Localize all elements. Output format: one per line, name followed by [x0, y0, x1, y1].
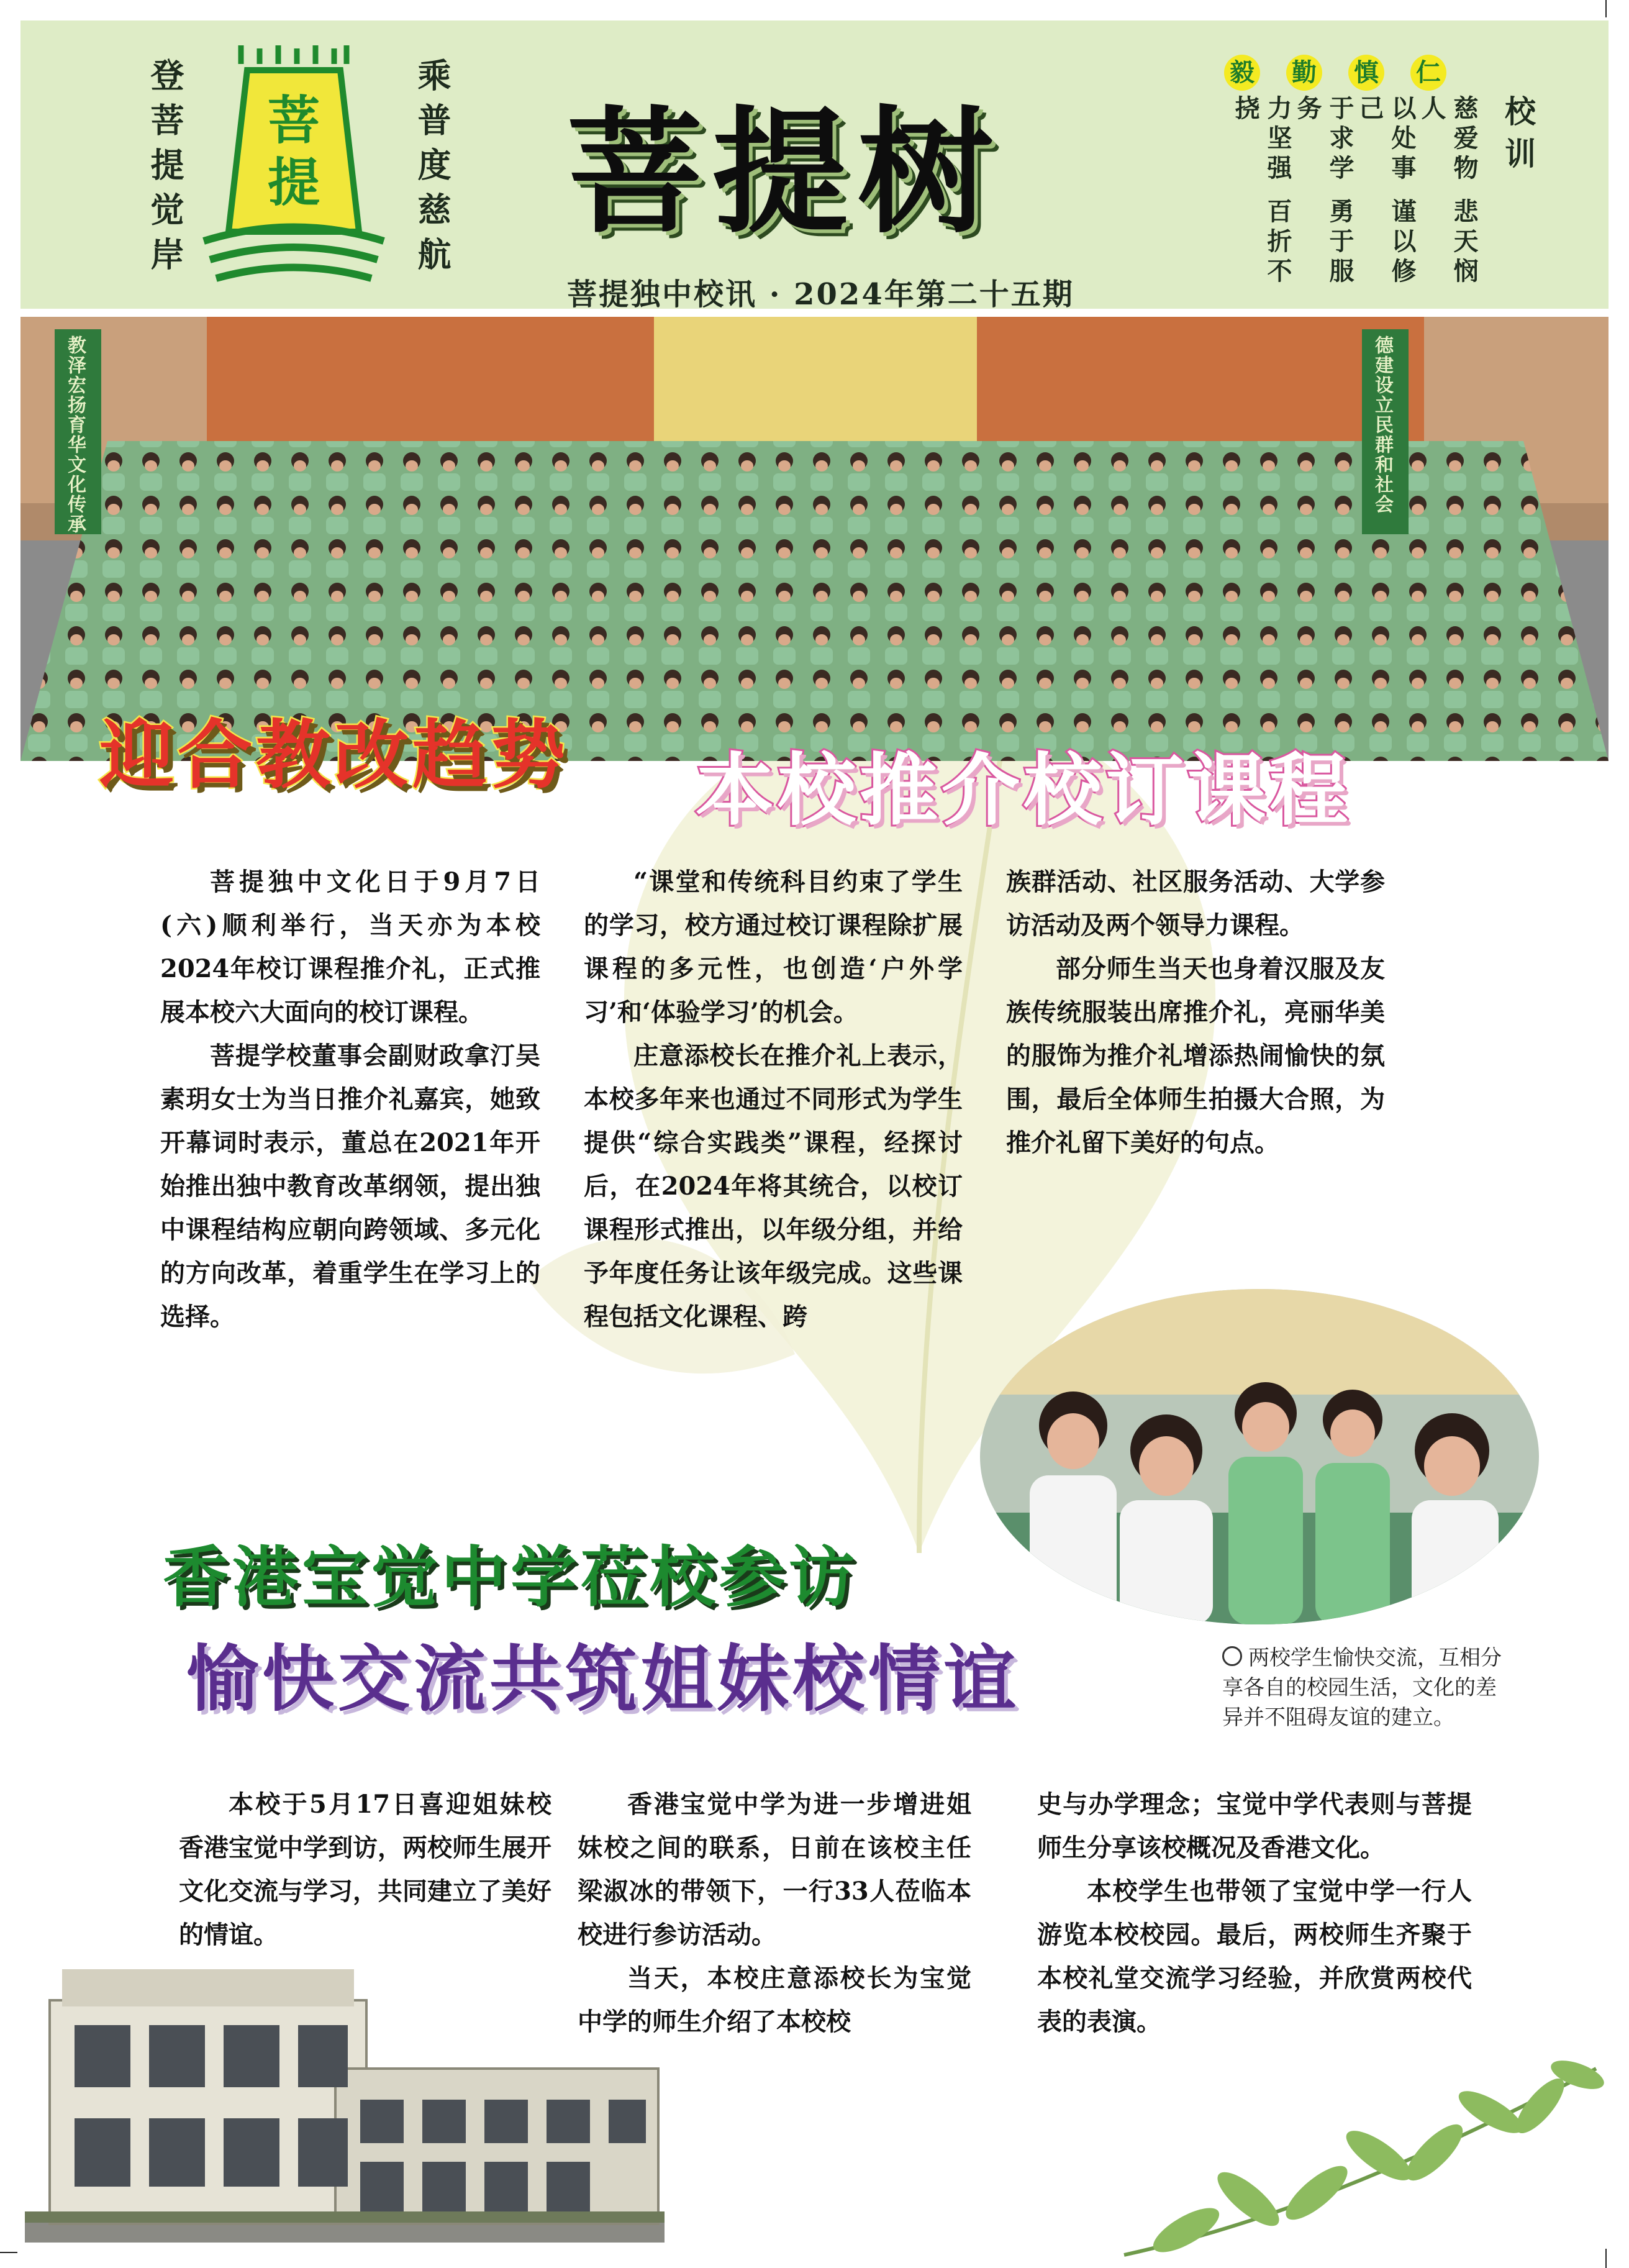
article1-headline-a: 迎合教改趋势 — [99, 713, 569, 799]
newsletter-title: 菩提树 — [567, 94, 1003, 252]
leaf-sprig-decoration — [1112, 2044, 1609, 2267]
article2-headline-a: 香港宝觉中学莅校参访 — [163, 1539, 858, 1616]
motto-line: 力坚强 百折不挠 — [1231, 95, 1292, 288]
motto-line: 慈爱物 悲天悯人 — [1417, 95, 1479, 288]
issue-line: 菩提独中校讯 · 2024年第二十五期 — [567, 277, 1074, 312]
article2-column-3 — [1037, 1783, 1472, 2044]
crop-mark-left — [0, 2252, 17, 2253]
article1-paragraph: 菩提学校董事会副财政拿汀吴素玥女士为当日推介礼嘉宾，她致开幕词时表示，董总在2021年开始推出独中教育改革纲领，提出独中课程结构应朝向跨领域、多元化的方向改革，着重学生在学习上的选择。 — [160, 1041, 540, 1331]
article2-column-1 — [179, 1783, 551, 1957]
article1-paragraph: 部分师生当天也身着汉服及友族传统服装出席推介礼，亮丽华美的服饰为推介礼增添热闹愉快的氛围，最后全体师生拍摄大合照，为推介礼留下美好的句点。 — [1006, 954, 1385, 1157]
article1-paragraph: 菩提独中文化日于9月7日(六)顺利举行，当天亦为本校2024年校订课程推介礼，正式推展本校六大面向的校订课程。 — [160, 867, 540, 1027]
caption-circle-icon — [1222, 1646, 1242, 1666]
svg-text:菩: 菩 — [267, 89, 320, 151]
right-couplet: 乘普度慈航 — [412, 58, 452, 281]
left-couplet: 登菩提觉岸 — [145, 58, 185, 281]
motto-line: 以处事 谨以修己 — [1355, 95, 1417, 288]
caption-text: 两校学生愉快交流，互相分享各自的校园生活，文化的差异并不阻碍友谊的建立。 — [1222, 1646, 1502, 1729]
photo-banner-left: 教泽宏扬育华文化传承 — [64, 335, 86, 534]
motto-char: 慎 — [1348, 55, 1384, 91]
article1-column-3 — [1006, 860, 1385, 1165]
motto-char: 仁 — [1410, 55, 1446, 91]
article1-column-2 — [584, 860, 963, 1339]
svg-text:提: 提 — [267, 152, 320, 213]
article2-headline-b: 愉快交流共筑姐妹校情谊 — [186, 1637, 1020, 1721]
article2-paragraph: 史与办学理念；宝觉中学代表则与菩提师生分享该校概况及香港文化。 — [1037, 1790, 1472, 1862]
article2-paragraph: 本校学生也带领了宝觉中学一行人游览本校校园。最后，两校师生齐聚于本校礼堂交流学习经验，并欣赏两校代表的表演。 — [1037, 1877, 1472, 2036]
motto-char: 毅 — [1224, 55, 1260, 91]
article1-paragraph: 庄意添校长在推介礼上表示，本校多年来也通过不同形式为学生提供“综合实践类”课程，经探讨后，在2024年将其统合，以校订课程形式推出，以年级分组，并给予年度任务让该年级完成。这些课程包括文化课程、跨 — [584, 1041, 963, 1331]
motto-char: 勤 — [1286, 55, 1322, 91]
article1-column-1 — [160, 860, 540, 1339]
group-photo — [20, 317, 1609, 761]
article2-paragraph: 香港宝觉中学为进一步增进姐妹校之间的联系，日前在该校主任梁淑冰的带领下，一行33人莅临本校进行参访活动。 — [578, 1790, 971, 1949]
photo-caption — [1222, 1643, 1502, 1733]
school-logo-icon — [188, 45, 399, 294]
photo-banner-right: 德建设立民群和社会 — [1371, 335, 1393, 514]
article2-paragraph: 本校于5月17日喜迎姐妹校香港宝觉中学到访，两校师生展开文化交流与学习，共同建立了美好的情谊。 — [179, 1790, 551, 1949]
motto-label: 校训 — [1500, 95, 1536, 180]
article1-paragraph: 族群活动、社区服务活动、大学参访活动及两个领导力课程。 — [1006, 867, 1385, 940]
masthead-banner — [20, 20, 1609, 312]
article1-paragraph: “课堂和传统科目约束了学生的学习，校方通过校订课程除扩展课程的多元性，也创造‘户外学习’和‘体验学习’的机会。 — [584, 867, 963, 1027]
exchange-photo — [980, 1289, 1539, 1624]
motto-line: 于求学 勇于服务 — [1293, 95, 1354, 288]
crop-mark-top — [1605, 0, 1607, 17]
article2-paragraph: 当天，本校庄意添校长为宝觉中学的师生介绍了本校校 — [578, 1964, 971, 2036]
school-building-image — [25, 1969, 665, 2243]
article1-headline-b: 本校推介校订课程 — [696, 745, 1351, 836]
